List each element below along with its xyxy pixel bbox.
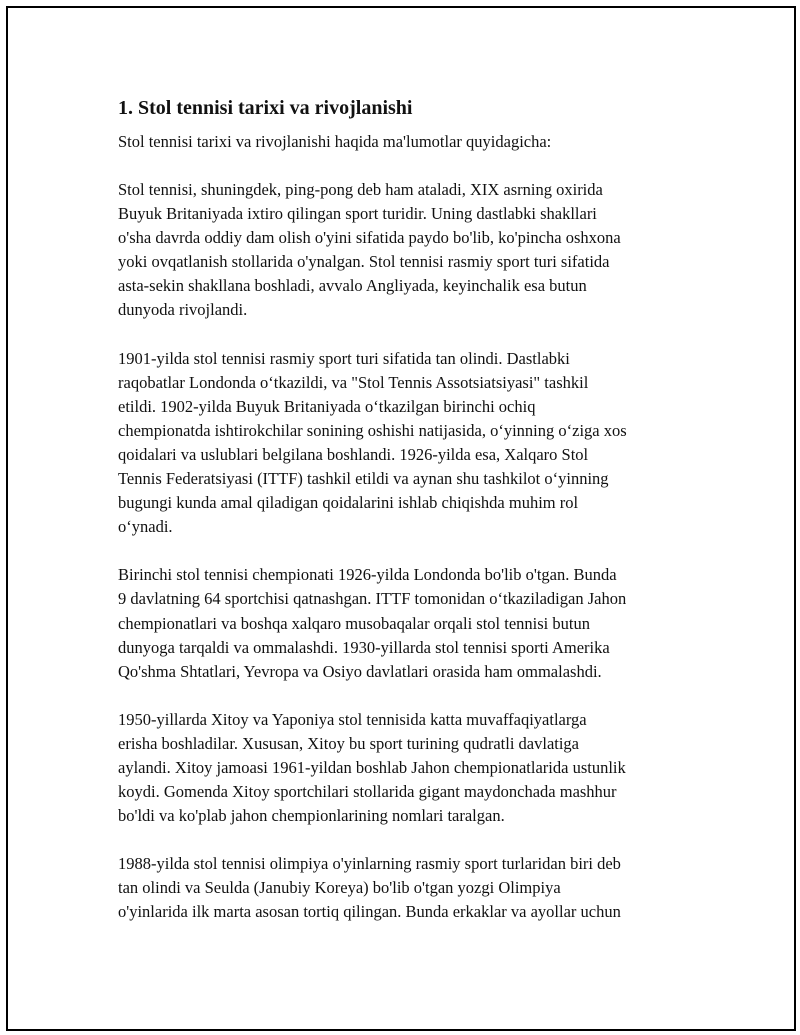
- text-line: dunyoga tarqaldi va ommalashdi. 1930-yillarda stol tennisi sporti Amerika: [118, 637, 610, 657]
- text-line: o‘ynadi.: [118, 517, 173, 537]
- text-line: Buyuk Britaniyada ixtiro qilingan sport turidir. Uning dastlabki shakllari: [118, 204, 597, 224]
- text-line: Birinchi stol tennisi chempionati 1926-yilda Londonda bo'lib o'tgan. Bunda: [118, 565, 617, 585]
- text-line: bo'ldi va ko'plab jahon chempionlarining nomlari taralgan.: [118, 806, 505, 826]
- text-line: Tennis Federatsiyasi (ITTF) tashkil etildi va aynan shu tashkilot o‘yinning: [118, 469, 609, 489]
- text-line: 1988-yilda stol tennisi olimpiya o'yinlarning rasmiy sport turlaridan biri deb: [118, 854, 621, 874]
- paragraph: [118, 563, 718, 683]
- text-line: erisha boshladilar. Xususan, Xitoy bu sport turining qudratli davlatiga: [118, 733, 580, 753]
- text-line: o'yinlarida ilk marta asosan tortiq qilingan. Bunda erkaklar va ayollar uchun: [118, 902, 621, 922]
- paragraph: [118, 852, 718, 924]
- text-line: bugungi kunda amal qiladigan qoidalarini ishlab chiqishda muhim rol: [118, 493, 579, 513]
- text-line: yoki ovqatlanish stollarida o'ynalgan. Stol tennisi rasmiy sport turi sifatida: [118, 252, 610, 272]
- text-line: asta-sekin shakllana boshladi, avvalo Angliyada, keyinchalik esa butun: [118, 276, 587, 296]
- text-line: o'sha davrda oddiy dam olish o'yini sifatida paydo bo'lib, ko'pincha oshxona: [118, 228, 621, 248]
- document-body: [118, 94, 718, 949]
- intro-sentence: Stol tennisi tarixi va rivojlanishi haqida ma'lumotlar quyidagicha:: [118, 132, 552, 151]
- text-line: 1901-yilda stol tennisi rasmiy sport turi sifatida tan olindi. Dastlabki: [118, 348, 570, 368]
- document-page: [6, 6, 796, 1031]
- text-line: Qo'shma Shtatlari, Yevropa va Osiyo davlatlari orasida ham ommalashdi.: [118, 661, 602, 681]
- text-line: dunyoda rivojlandi.: [118, 300, 248, 320]
- text-line: koydi. Gomenda Xitoy sportchilari stollarida gigant maydonchada mashhur: [118, 782, 617, 802]
- text-line: etildi. 1902-yilda Buyuk Britaniyada o‘tkazilgan birinchi ochiq: [118, 396, 536, 416]
- text-line: tan olindi va Seulda (Janubiy Koreya) bo'lib o'tgan yozgi Olimpiya: [118, 878, 561, 898]
- text-line: chempionatlari va boshqa xalqaro musobaqalar orqali stol tennisi butun: [118, 613, 590, 633]
- text-line: raqobatlar Londonda o‘tkazildi, va "Stol Tennis Assotsiatsiyasi" tashkil: [118, 372, 589, 392]
- text-line: chempionatda ishtirokchilar sonining oshishi natijasida, o‘yinning o‘ziga xos: [118, 420, 627, 440]
- text-line: aylandi. Xitoy jamoasi 1961-yildan boshlab Jahon chempionatlarida ustunlik: [118, 757, 626, 777]
- text-line: qoidalari va uslublari belgilana boshlandi. 1926-yilda esa, Xalqaro Stol: [118, 444, 589, 464]
- paragraph: [118, 708, 718, 828]
- paragraph: [118, 178, 718, 323]
- paragraph: [118, 347, 718, 540]
- text-line: 9 davlatning 64 sportchisi qatnashgan. ITTF tomonidan o‘tkaziladigan Jahon: [118, 589, 627, 609]
- text-line: 1950-yillarda Xitoy va Yaponiya stol tennisida katta muvaffaqiyatlarga: [118, 709, 587, 729]
- section-heading: 1. Stol tennisi tarixi va rivojlanishi: [118, 97, 413, 119]
- text-line: Stol tennisi, shuningdek, ping-pong deb ham ataladi, XIX asrning oxirida: [118, 180, 603, 199]
